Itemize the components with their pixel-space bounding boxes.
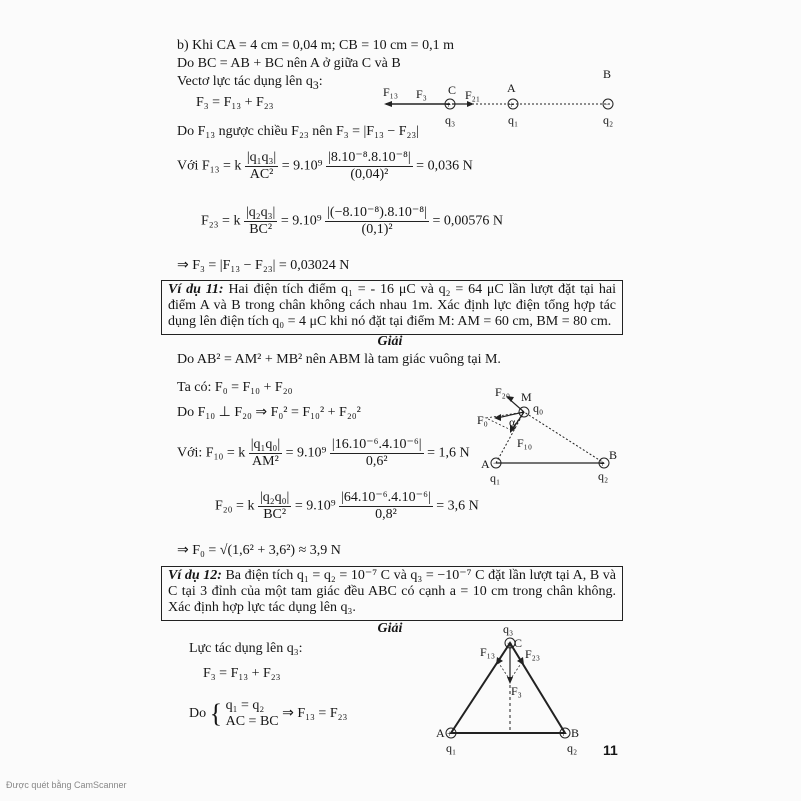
svg-text:q₂: q₂: [598, 469, 609, 483]
vd12-line1: Lực tác dụng lên q₃:: [189, 641, 303, 656]
svg-text:C: C: [514, 636, 523, 650]
svg-text:F₂₁: F₂₁: [465, 88, 481, 102]
vd11-line1: Do AB² = AM² + MB² nên ABM là tam giác vuông tại M.: [177, 352, 501, 367]
svg-text:α: α: [509, 415, 516, 429]
svg-text:F₂₃: F₂₃: [525, 647, 541, 661]
svg-text:B: B: [609, 448, 618, 462]
eq-f13: Với F₁₃ = k $\frac{\text{|q₁q₃|}}{\text{AC²}}$ = 9.10⁹ $\frac{\text{|8.10⁻⁸.8.10⁻⁸|}}{\text{(0,04)²}}$ = 0,036 N: [177, 150, 473, 182]
svg-text:+: +: [600, 459, 606, 469]
page-number: 11: [603, 742, 618, 758]
line-b4: Do F₁₃ ngược chiều F₂₃ nên F₃ = |F₁₃ − F₂₃|: [177, 124, 420, 139]
eq-f20: F₂₀ = k $\frac{\text{|q₂q₀|}}{\text{BC²}}$ = 9.10⁹ $\frac{\text{|64.10⁻⁶.4.10⁻⁶|}}{\text{0,8²}}$ = 3,6 N: [215, 490, 479, 522]
svg-text:+: +: [520, 408, 526, 418]
svg-text:F₁₃: F₁₃: [383, 85, 399, 99]
svg-text:F₃: F₃: [416, 87, 427, 101]
svg-text:q₃: q₃: [503, 622, 514, 636]
svg-text:C: C: [448, 83, 457, 97]
vd11-line3: Do F₁₀ ⊥ F₂₀ ⇒ F₀² = F₁₀² + F₂₀²: [177, 405, 361, 420]
svg-text:q₂: q₂: [567, 741, 578, 755]
svg-text:M: M: [521, 390, 532, 404]
svg-text:−: −: [507, 638, 513, 648]
solution-heading-11: Giải: [377, 334, 403, 349]
svg-text:q₁: q₁: [446, 741, 457, 755]
svg-text:A: A: [481, 457, 490, 471]
svg-text:+: +: [446, 100, 452, 110]
line-b3: Vectơ lực tác dụng lên $q_3$:: [177, 74, 323, 92]
eq-f10: Với: F₁₀ = k $\frac{\text{|q₁q₀|}}{\text{AM²}}$ = 9.10⁹ $\frac{\text{|16.10⁻⁶.4.10⁻⁶|}}{\text{0,6²}}$ = 1,6 N: [177, 437, 470, 469]
svg-text:−: −: [493, 458, 499, 468]
solution-heading-12: Giải: [377, 621, 403, 636]
svg-text:F₁₃: F₁₃: [480, 645, 496, 659]
svg-text:q₃: q₃: [445, 113, 456, 127]
vd12-line3: Do { q₁ = q₂ AC = BC ⇒ F₁₃ = F₂₃: [189, 698, 348, 729]
svg-text:q₂: q₂: [603, 113, 614, 127]
svg-text:q₁: q₁: [508, 113, 519, 127]
eq-f0-result: ⇒ F₀ = √(1,6² + 3,6²) ≈ 3,9 N: [177, 543, 341, 558]
line-b2: Do BC = AB + BC nên A ở giữa C và B: [177, 56, 401, 71]
example-12-text: Ví dụ 12: Ba điện tích q₁ = q₂ = 10⁻⁷ C và q₃ = −10⁻⁷ C đặt lần lượt tại A, B và C tại 3 đỉnh của một tam giác đều ABC có cạnh a = 10 cm trong chân không. Xác định hợp lực tác dụng lên q₃.: [168, 568, 616, 615]
svg-text:q₀: q₀: [533, 401, 544, 415]
vd11-line2: Ta có: F₀ = F₁₀ + F₂₀: [177, 380, 293, 395]
svg-text:F₁₀: F₁₀: [517, 436, 533, 450]
svg-text:+: +: [509, 100, 515, 110]
eq-f3-result: ⇒ F₃ = |F₁₃ − F₂₃| = 0,03024 N: [177, 258, 350, 273]
svg-text:F₃: F₃: [511, 684, 522, 698]
svg-text:F₂₀: F₂₀: [495, 385, 511, 399]
scanner-footer: Được quét bằng CamScanner: [6, 780, 127, 790]
vd12-line2: F₃ = F₁₃ + F₂₃: [203, 666, 281, 681]
svg-text:B: B: [571, 726, 580, 740]
line-b1: b) Khi CA = 4 cm = 0,04 m; CB = 10 cm = 0,1 m: [177, 38, 454, 53]
example-11-text: Ví dụ 11: Hai điện tích điểm q₁ = - 16 μC và q₂ = 64 μC lần lượt đặt tại hai điểm A và B trong chân không cách nhau 1m. Xác định lực điện tổng hợp tác dụng lên điện tích q₀ = 4 μC khi nó đặt tại điểm M: AM = 60 cm, BM = 80 cm.: [168, 282, 617, 329]
svg-text:A: A: [436, 726, 445, 740]
eq-f23: F₂₃ = k $\frac{\text{|q₂q₃|}}{\text{BC²}}$ = 9.10⁹ $\frac{\text{|(−8.10⁻⁸).8.10⁻⁸|}}{\text{(0,1)²}}$ = 0,00576 N: [201, 205, 503, 237]
eq-vector-sum: F₃ = F₁₃ + F₂₃: [196, 95, 274, 110]
svg-text:B: B: [603, 67, 612, 81]
svg-text:q₁: q₁: [490, 471, 501, 485]
svg-text:A: A: [507, 81, 516, 95]
svg-text:−: −: [605, 99, 611, 109]
svg-text:F₀: F₀: [477, 413, 488, 427]
svg-text:+: +: [447, 729, 453, 739]
svg-text:+: +: [561, 729, 567, 739]
